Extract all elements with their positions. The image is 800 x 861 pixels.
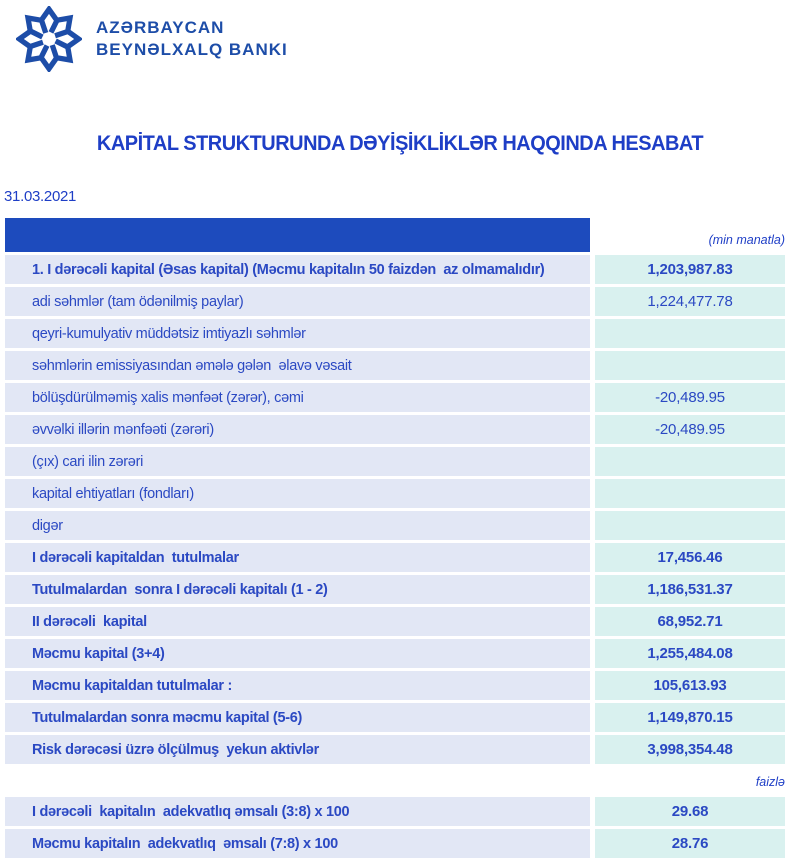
row-label: digər	[5, 511, 590, 540]
table-row	[5, 735, 785, 764]
table-row	[5, 479, 785, 508]
table-row	[5, 829, 785, 858]
row-value: -20,489.95	[595, 383, 785, 412]
table-row	[5, 415, 785, 444]
table-header	[5, 218, 785, 252]
bank-name-line2: BEYNƏLXALQ BANKI	[96, 40, 288, 59]
percent-note: faizlə	[755, 775, 785, 789]
bank-name	[96, 17, 288, 61]
row-value	[595, 479, 785, 508]
table-row	[5, 543, 785, 572]
row-label: səhmlərin emissiyasından əmələ gələn əlavə vəsait	[5, 351, 590, 380]
row-value: 68,952.71	[595, 607, 785, 636]
row-value: 1,203,987.83	[595, 255, 785, 284]
row-label: Məcmu kapitalın adekvatlıq əmsalı (7:8) x 100	[5, 829, 590, 858]
row-label: I dərəcəli kapitalın adekvatlıq əmsalı (3:8) x 100	[5, 797, 590, 826]
table-row	[5, 671, 785, 700]
capital-structure-table	[5, 218, 785, 861]
row-label: Tutulmalardan sonra məcmu kapital (5-6)	[5, 703, 590, 732]
row-value: -20,489.95	[595, 415, 785, 444]
bank-logo-star-icon	[16, 6, 82, 72]
bank-brand	[16, 6, 288, 72]
row-value: 28.76	[595, 829, 785, 858]
row-value	[595, 351, 785, 380]
table-row	[5, 383, 785, 412]
row-label: Məcmu kapitaldan tutulmalar :	[5, 671, 590, 700]
row-label: kapital ehtiyatları (fondları)	[5, 479, 590, 508]
table-row	[5, 447, 785, 476]
bank-name-line1: AZƏRBAYCAN	[96, 17, 225, 37]
row-label: Tutulmalardan sonra I dərəcəli kapitalı (1 - 2)	[5, 575, 590, 604]
ratio-table-rows	[5, 797, 785, 858]
row-label: əvvəlki illərin mənfəəti (zərəri)	[5, 415, 590, 444]
row-value: 105,613.93	[595, 671, 785, 700]
row-label: 1. I dərəcəli kapital (Əsas kapital) (Məcmu kapitalın 50 faizdən az olmamalıdır)	[5, 255, 590, 284]
row-value: 29.68	[595, 797, 785, 826]
row-label: adi səhmlər (tam ödənilmiş paylar)	[5, 287, 590, 316]
report-date: 31.03.2021	[4, 188, 77, 205]
row-label: bölüşdürülməmiş xalis mənfəət (zərər), cəmi	[5, 383, 590, 412]
table-row	[5, 607, 785, 636]
table-row	[5, 319, 785, 348]
row-value	[595, 447, 785, 476]
row-label: I dərəcəli kapitaldan tutulmalar	[5, 543, 590, 572]
capital-table-rows	[5, 255, 785, 764]
row-value: 1,255,484.08	[595, 639, 785, 668]
table-row	[5, 575, 785, 604]
table-row	[5, 287, 785, 316]
row-value: 1,224,477.78	[595, 287, 785, 316]
row-value: 1,149,870.15	[595, 703, 785, 732]
table-row	[5, 703, 785, 732]
row-value: 17,456.46	[595, 543, 785, 572]
row-value	[595, 319, 785, 348]
table-row	[5, 639, 785, 668]
row-label: qeyri-kumulyativ müddətsiz imtiyazlı səhmlər	[5, 319, 590, 348]
row-value	[595, 511, 785, 540]
page-title: KAPİTAL STRUKTURUNDA DƏYİŞİKLİKLƏR HAQQINDA HESABAT	[96, 132, 704, 155]
unit-note: (min manatla)	[708, 233, 785, 247]
row-value: 3,998,354.48	[595, 735, 785, 764]
row-label: Risk dərəcəsi üzrə ölçülmuş yekun aktivlər	[5, 735, 590, 764]
table-row	[5, 511, 785, 540]
row-label: Məcmu kapital (3+4)	[5, 639, 590, 668]
row-label: II dərəcəli kapital	[5, 607, 590, 636]
row-value: 1,186,531.37	[595, 575, 785, 604]
row-label: (çıx) cari ilin zərəri	[5, 447, 590, 476]
table-row	[5, 351, 785, 380]
table-header-bar	[5, 218, 590, 252]
table-row	[5, 255, 785, 284]
table-row	[5, 797, 785, 826]
